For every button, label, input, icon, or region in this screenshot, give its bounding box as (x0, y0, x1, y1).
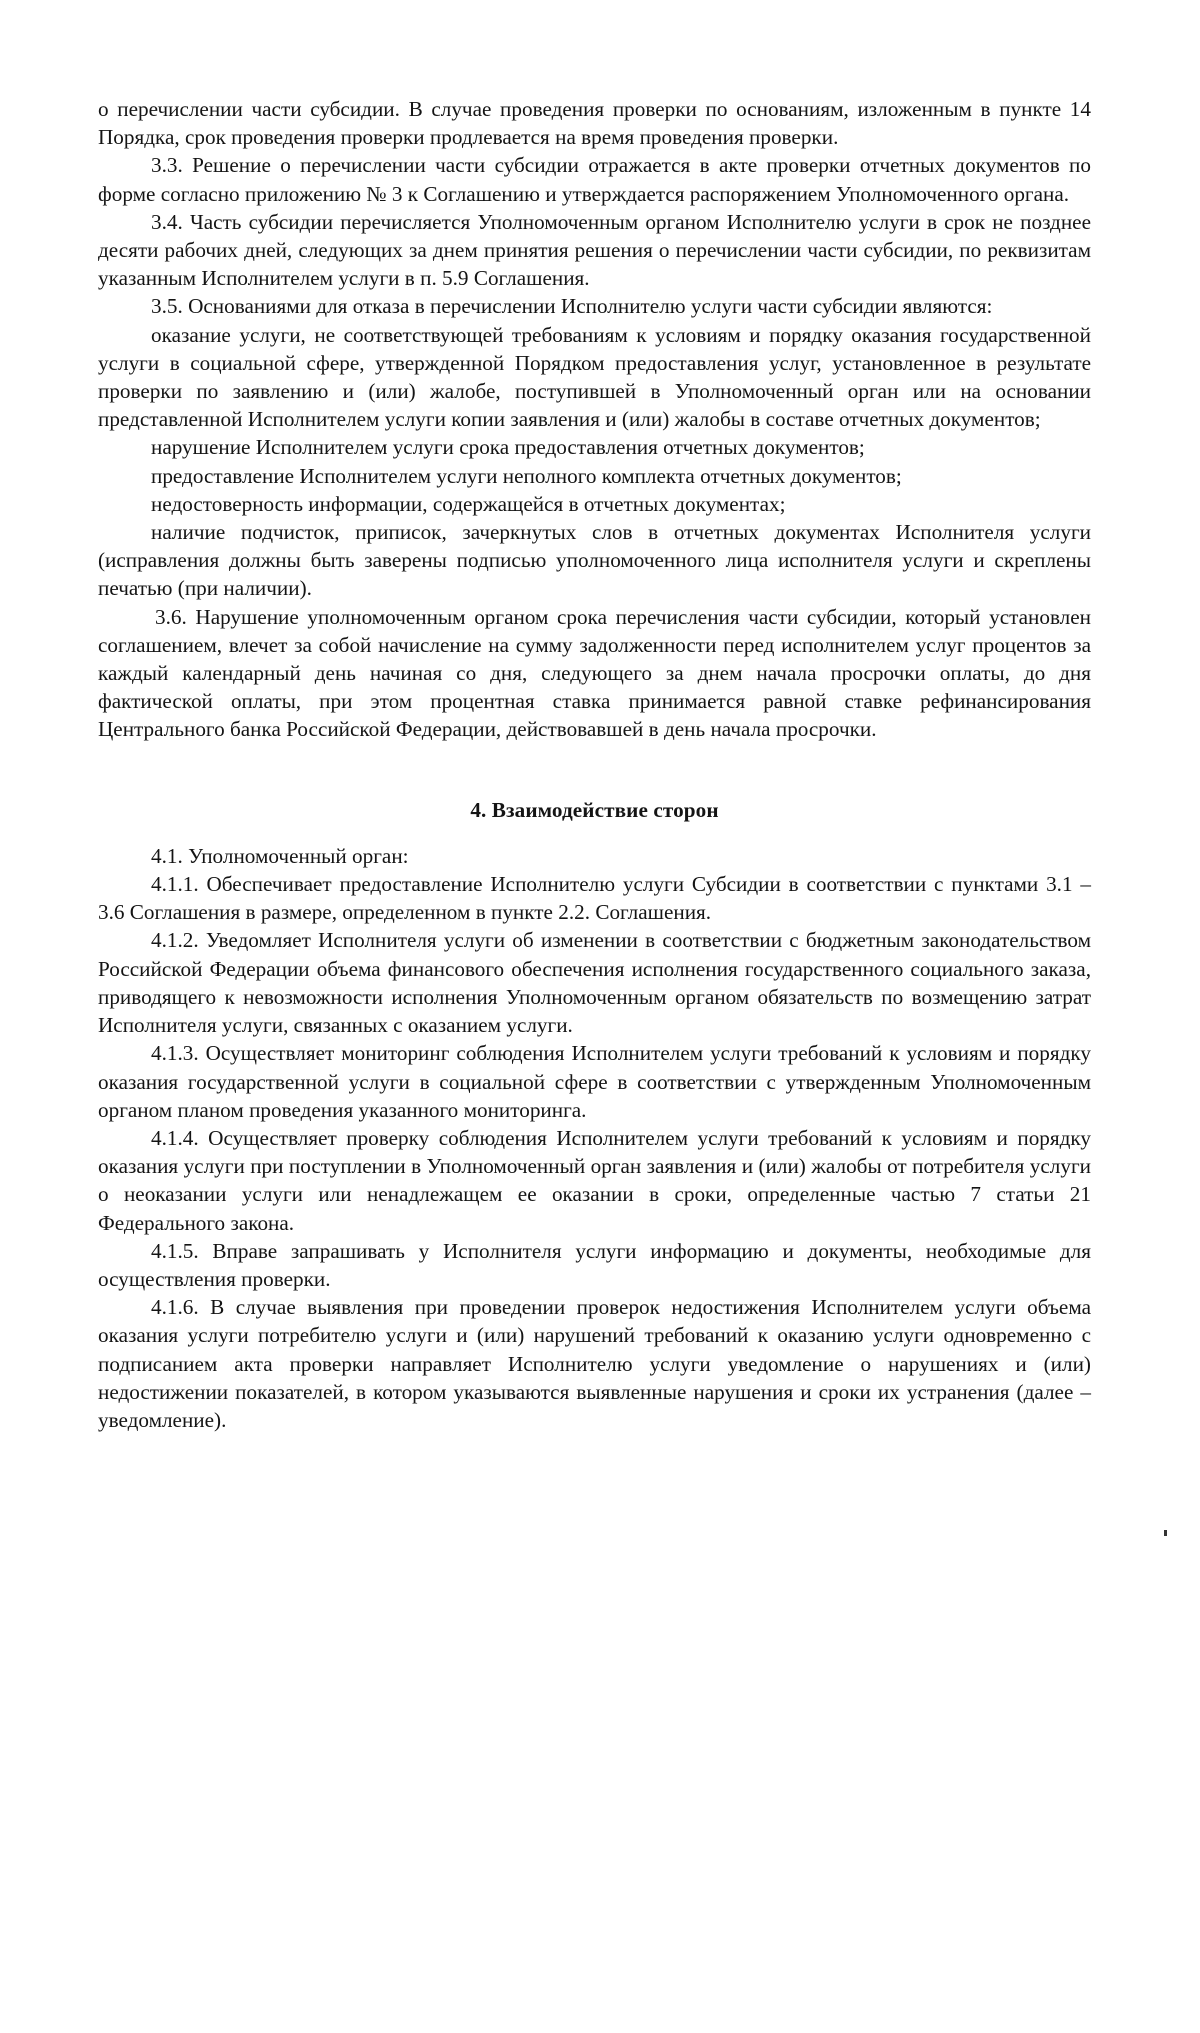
paragraph-4-1-2: 4.1.2. Уведомляет Исполнителя услуги об изменении в соответствии с бюджетным законодательством Российской Федерации объема финансового обеспечения исполнения государственного социального заказа, приводящего к невозможности исполнения Уполномоченным органом обязательств по возмещению затрат Исполнителя услуги, связанных с оказанием услуги. (98, 928, 1091, 1038)
paragraph-4-1-3: 4.1.3. Осуществляет мониторинг соблюдения Исполнителем услуги требований к условиям и порядку оказания государственной услуги в социальной сфере в соответствии с утвержденным Уполномоченным органом планом проведения указанного мониторинга. (98, 1041, 1091, 1122)
refusal-ground-item: оказание услуги, не соответствующей требованиям к условиям и порядку оказания государственной услуги в социальной сфере, утвержденной Порядком предоставления услуг, установленное в результате проверки по заявлению и (или) жалобе, поступившей в Уполномоченный орган или на основании представленной Исполнителем услуги копии заявления и (или) жалобы в составе отчетных документов; (98, 322, 1091, 432)
paragraph-3-3: 3.3. Решение о перечислении части субсидии отражается в акте проверки отчетных документов по форме согласно приложению № 3 к Соглашению и утверждается распоряжением Уполномоченного органа. (98, 153, 1091, 206)
section-4-heading: 4. Взаимодействие сторон (470, 797, 719, 822)
paragraph-4-1-6: 4.1.6. В случае выявления при проведении проверок недостижения Исполнителем услуги объема оказания услуги потребителю услуги и (или) нарушений требований к оказанию услуги одновременно с подписанием акта проверки направляет Исполнителю услуги уведомление о нарушениях и (или) недостижении показателей, в котором указываются выявленные нарушения и сроки их устранения (далее – уведомление). (98, 1295, 1091, 1432)
scan-speck (1164, 1530, 1167, 1536)
paragraph-3-5: 3.5. Основаниями для отказа в перечислении Исполнителю услуги части субсидии являются: (151, 294, 993, 319)
paragraph-4-1-1: 4.1.1. Обеспечивает предоставление Исполнителю услуги Субсидии в соответствии с пунктами 3.1 – 3.6 Соглашения в размере, определенном в пункте 2.2. Соглашения. (98, 872, 1091, 925)
paragraph-4-1-5: 4.1.5. Вправе запрашивать у Исполнителя услуги информацию и документы, необходимые для осуществления проверки. (98, 1238, 1091, 1291)
refusal-ground-item: недостоверность информации, содержащейся в отчетных документах; (151, 491, 786, 516)
paragraph-4-1: 4.1. Уполномоченный орган: (151, 843, 409, 868)
paragraph-4-1-4: 4.1.4. Осуществляет проверку соблюдения Исполнителем услуги требований к условиям и порядку оказания услуги при поступлении в Уполномоченный орган заявления и (или) жалобы от потребителя услуги о неоказании услуги или ненадлежащем ее оказании в сроки, определенные частью 7 статьи 21 Федерального закона. (98, 1125, 1091, 1235)
refusal-ground-item: предоставление Исполнителем услуги неполного комплекта отчетных документов; (151, 463, 902, 488)
paragraph-continuation: о перечислении части субсидии. В случае проведения проверки по основаниям, изложенным в пункте 14 Порядка, срок проведения проверки продлевается на время проведения проверки. (98, 97, 1091, 150)
refusal-ground-item: наличие подчисток, приписок, зачеркнутых слов в отчетных документах Исполнителя услуги (исправления должны быть заверены подписью уполномоченного лица исполнителя услуги и скреплены печатью (при наличии). (98, 520, 1091, 601)
document-page (98, 95, 1091, 1434)
paragraph-3-6: 3.6. Нарушение уполномоченным органом срока перечисления части субсидии, который установлен соглашением, влечет за собой начисление на сумму задолженности перед исполнителем услуг процентов за каждый календарный день начиная со дня, следующего за днем начала просрочки оплаты, до дня фактической оплаты, при этом процентная ставка принимается равной ставке рефинансирования Центрального банка Российской Федерации, действовавшей в день начала просрочки. (98, 604, 1091, 742)
paragraph-3-4: 3.4. Часть субсидии перечисляется Уполномоченным органом Исполнителю услуги в срок не позднее десяти рабочих дней, следующих за днем принятия решения о перечислении части субсидии, по реквизитам указанным Исполнителем услуги в п. 5.9 Соглашения. (98, 209, 1091, 291)
refusal-ground-item: нарушение Исполнителем услуги срока предоставления отчетных документов; (151, 435, 865, 460)
